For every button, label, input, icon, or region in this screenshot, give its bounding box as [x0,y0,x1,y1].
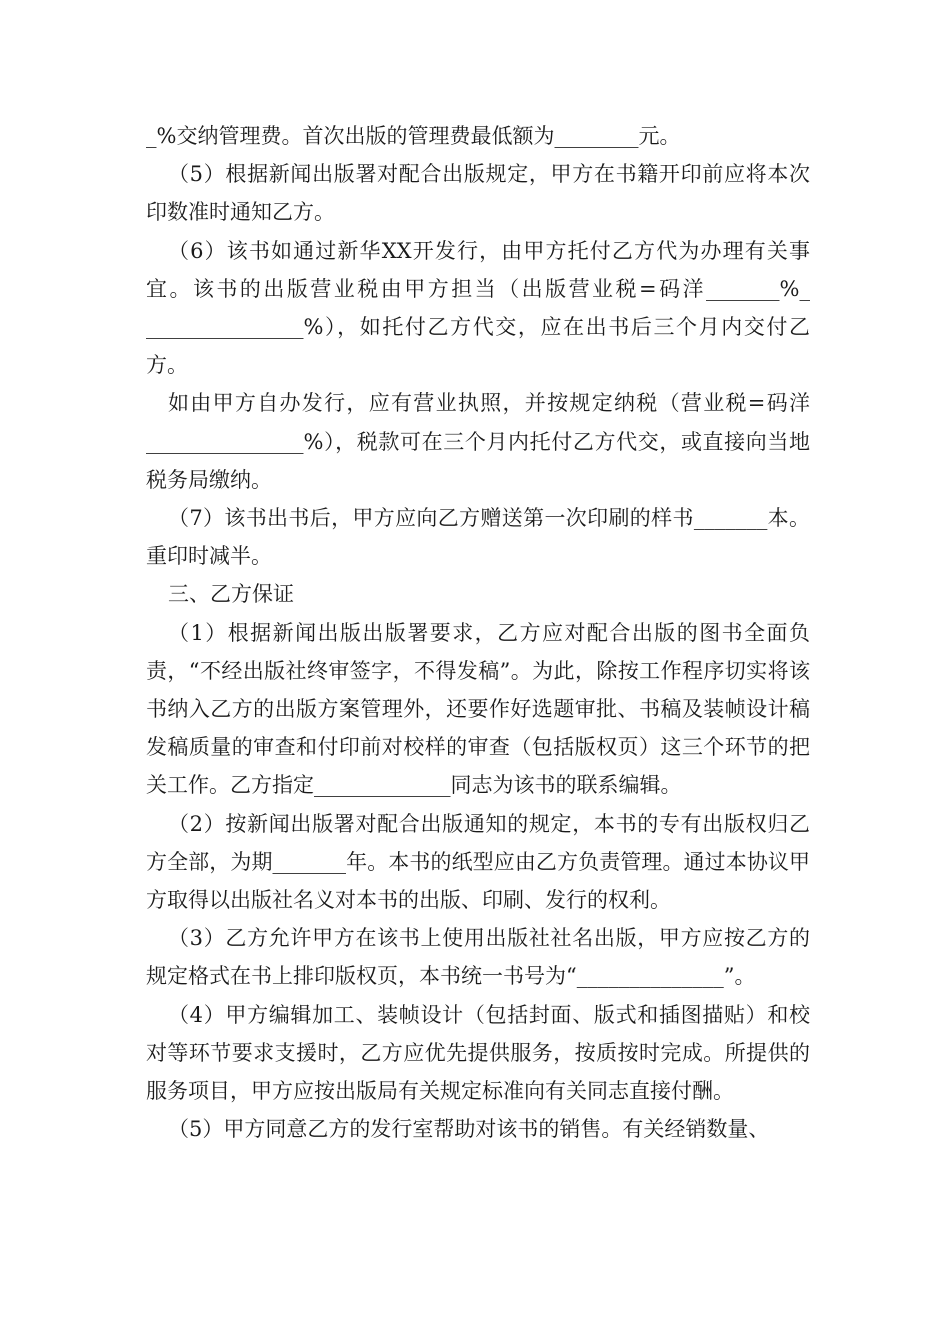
paragraph-fee-tail: _%交纳管理费。首次出版的管理费最低额为________元。 [146,124,681,148]
document-page [146,117,810,1148]
paragraph-guarantee-1: （1）根据新闻出版出版署要求，乙方应对配合出版的图书全面负责，“不经出版社终审签字，不得发稿”。为此，除按工作程序切实将该书纳入乙方的出版方案管理外，还要作好选题审批、书稿及装帧设计稿发稿质量的审查和付印前对校样的审查（包括版权页）这三个环节的把关工作。乙方指定_____________同志为该书的联系编辑。 [146,620,810,798]
paragraph-self-distribution: 如由甲方自办发行，应有营业执照，并按规定纳税（营业税=码洋_______________%），税款可在三个月内托付乙方代交，或直接向当地税务局缴纳。 [146,391,810,492]
paragraph-samples: （7）该书出书后，甲方应向乙方赠送第一次印刷的样书_______本。重印时减半。 [146,506,810,569]
paragraph-guarantee-2: （2）按新闻出版署对配合出版通知的规定，本书的专有出版权归乙方全部，为期_______年。本书的纸型应由乙方负责管理。通过本协议甲方取得以出版社名义对本书的出版、印刷、发行的权利。 [146,811,810,913]
section-heading-party-b-guarantee: 三、乙方保证 [168,582,294,607]
paragraph-guarantee-5: （5）甲方同意乙方的发行室帮助对该书的销售。有关经销数量、 [168,1117,770,1142]
paragraph-guarantee-4: （4）甲方编辑加工、装帧设计（包括封面、版式和插图描贴）和校对等环节要求支援时，乙方应优先提供服务，按质按时完成。所提供的服务项目，甲方应按出版局有关规定标准向有关同志直接付酬。 [146,1002,810,1104]
paragraph-print-notice: （5）根据新闻出版署对配合出版规定，甲方在书籍开印前应将本次印数准时通知乙方。 [146,162,810,225]
paragraph-distribution: （6）该书如通过新华XX开发行，由甲方托付乙方代为办理有关事宜。该书的出版营业税由甲方担当（出版营业税=码洋_______%_ _______________%），如托付乙方代交，应在出书后三个月内交付乙方。 [146,238,810,378]
paragraph-guarantee-3: （3）乙方允许甲方在该书上使用出版社社名出版，甲方应按乙方的规定格式在书上排印版权页，本书统一书号为“______________”。 [146,926,810,989]
